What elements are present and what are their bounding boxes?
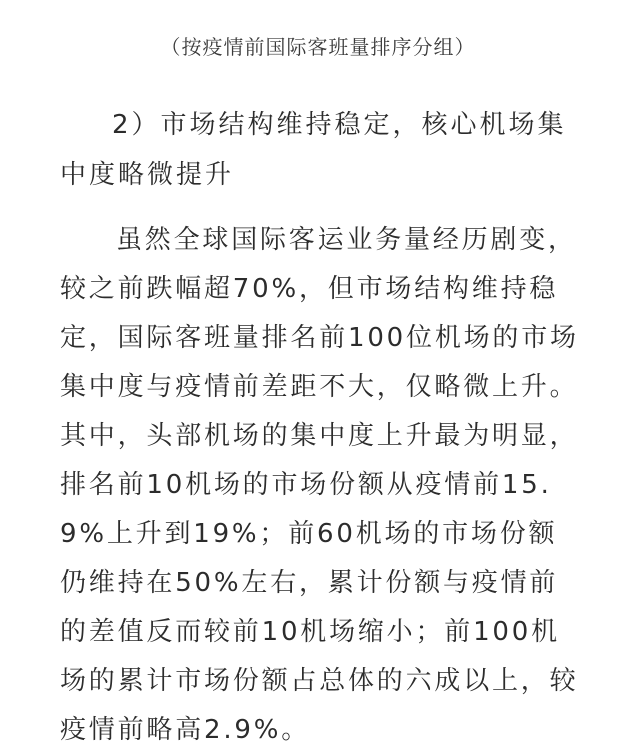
body-paragraph: 虽然全球国际客运业务量经历剧变，较之前跌幅超70%，但市场结构维持稳定，国际客班量排名前100位机场的市场集中度与疫情前差距不大，仅略微上升。其中，头部机场的集中度上升最为明显，排名前10机场的市场份额从疫情前15.9%上升到19%；前60机场的市场份额仍维持在50%左右，累计份额与疫情前的差值反而较前10机场缩小；前100机场的累计市场份额占总体的六成以上，较疫情前略高2.9%。 xyxy=(60,225,579,745)
section-heading: 2）市场结构维持稳定，核心机场集中度略微提升 xyxy=(60,110,567,190)
figure-caption: （按疫情前国际客班量排序分组） xyxy=(160,35,476,59)
